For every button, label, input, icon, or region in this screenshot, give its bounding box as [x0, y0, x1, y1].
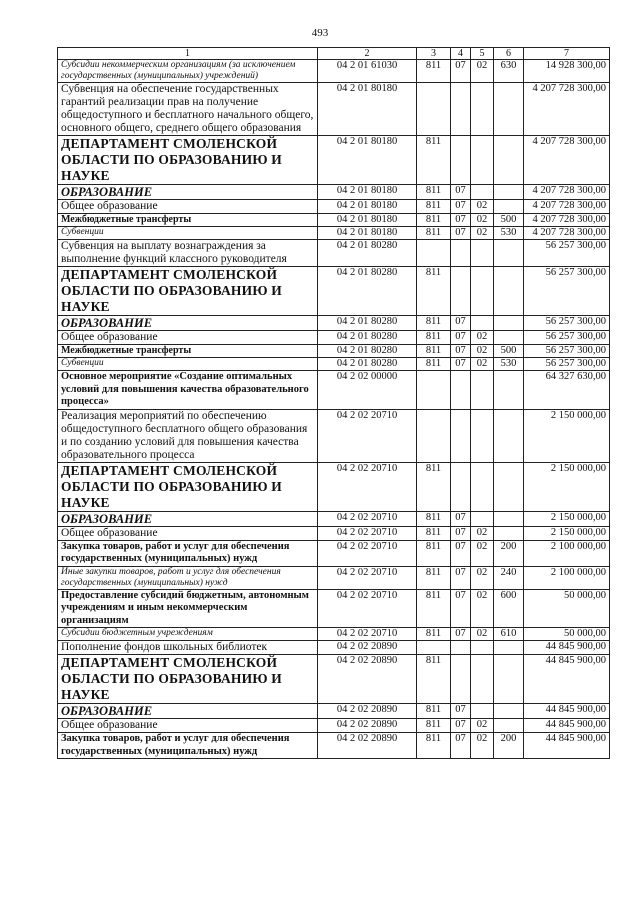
header-row: [58, 48, 610, 60]
row-col-6: [494, 641, 524, 655]
row-col-6: 240: [494, 566, 524, 589]
row-col-6: [494, 136, 524, 185]
row-code: 04 2 02 20710: [318, 409, 417, 462]
row-col-6: [494, 185, 524, 200]
row-code: 04 2 02 20890: [318, 641, 417, 655]
table-row: [58, 371, 610, 410]
table-row: [58, 589, 610, 628]
row-col-5: 02: [471, 60, 494, 83]
row-amount: 4 207 728 300,00: [524, 83, 610, 136]
table-row: [58, 214, 610, 227]
row-col-3: [417, 409, 451, 462]
row-col-4: [451, 83, 471, 136]
row-name: ОБРАЗОВАНИЕ: [58, 185, 318, 200]
row-code: 04 2 01 80280: [318, 331, 417, 345]
row-col-6: 200: [494, 540, 524, 566]
row-amount: 56 257 300,00: [524, 345, 610, 358]
row-col-4: [451, 409, 471, 462]
row-col-5: 02: [471, 628, 494, 641]
row-col-6: [494, 719, 524, 733]
table-row: [58, 655, 610, 704]
row-amount: 64 327 630,00: [524, 371, 610, 410]
row-code: 04 2 02 20890: [318, 719, 417, 733]
row-name: ДЕПАРТАМЕНТ СМОЛЕНСКОЙ ОБЛАСТИ ПО ОБРАЗОВАНИЮ И НАУКЕ: [58, 136, 318, 185]
row-col-6: [494, 655, 524, 704]
row-col-4: [451, 641, 471, 655]
row-amount: 50 000,00: [524, 589, 610, 628]
row-code: 04 2 01 80280: [318, 358, 417, 371]
row-amount: 4 207 728 300,00: [524, 214, 610, 227]
header-col-2: 2: [318, 48, 417, 60]
row-col-5: [471, 83, 494, 136]
table-row: [58, 200, 610, 214]
row-col-6: [494, 83, 524, 136]
table-row: [58, 733, 610, 759]
row-name: ДЕПАРТАМЕНТ СМОЛЕНСКОЙ ОБЛАСТИ ПО ОБРАЗОВАНИЮ И НАУКЕ: [58, 655, 318, 704]
row-name: ДЕПАРТАМЕНТ СМОЛЕНСКОЙ ОБЛАСТИ ПО ОБРАЗОВАНИЮ И НАУКЕ: [58, 462, 318, 511]
row-col-6: 530: [494, 227, 524, 240]
row-col-4: 07: [451, 331, 471, 345]
row-amount: 56 257 300,00: [524, 316, 610, 331]
row-col-4: 07: [451, 214, 471, 227]
row-col-5: [471, 371, 494, 410]
header-col-6: 6: [494, 48, 524, 60]
row-amount: 56 257 300,00: [524, 267, 610, 316]
row-col-4: 07: [451, 526, 471, 540]
row-name: Общее образование: [58, 200, 318, 214]
row-amount: 44 845 900,00: [524, 733, 610, 759]
row-amount: 4 207 728 300,00: [524, 227, 610, 240]
row-name: ОБРАЗОВАНИЕ: [58, 511, 318, 526]
row-col-5: 02: [471, 227, 494, 240]
row-amount: 2 100 000,00: [524, 540, 610, 566]
row-col-5: 02: [471, 589, 494, 628]
row-col-6: [494, 371, 524, 410]
row-name: Предоставление субсидий бюджетным, автономным учреждениям и иным некоммерческим организациям: [58, 589, 318, 628]
header-col-7: 7: [524, 48, 610, 60]
row-name: Субвенция на выплату вознаграждения за выполнение функций классного руководителя: [58, 240, 318, 267]
row-name: ОБРАЗОВАНИЕ: [58, 704, 318, 719]
header-col-1: 1: [58, 48, 318, 60]
row-col-5: 02: [471, 345, 494, 358]
row-code: 04 2 01 80280: [318, 316, 417, 331]
row-col-6: 500: [494, 345, 524, 358]
row-col-4: [451, 462, 471, 511]
header-col-5: 5: [471, 48, 494, 60]
row-col-3: 811: [417, 200, 451, 214]
row-amount: 44 845 900,00: [524, 641, 610, 655]
row-name: Иные закупки товаров, работ и услуг для обеспечения государственных (муниципальных) нужд: [58, 566, 318, 589]
table-row: [58, 136, 610, 185]
row-col-3: [417, 371, 451, 410]
row-code: 04 2 02 20890: [318, 655, 417, 704]
row-code: 04 2 02 20710: [318, 511, 417, 526]
table-row: [58, 641, 610, 655]
row-col-4: [451, 655, 471, 704]
row-col-5: [471, 641, 494, 655]
table-row: [58, 240, 610, 267]
row-col-4: 07: [451, 511, 471, 526]
row-col-6: [494, 331, 524, 345]
row-code: 04 2 02 20890: [318, 704, 417, 719]
row-col-3: 811: [417, 655, 451, 704]
table-row: [58, 462, 610, 511]
row-code: 04 2 01 80280: [318, 240, 417, 267]
row-col-6: [494, 316, 524, 331]
row-amount: 2 100 000,00: [524, 566, 610, 589]
table-row: [58, 185, 610, 200]
header-col-4: 4: [451, 48, 471, 60]
row-col-4: 07: [451, 60, 471, 83]
row-col-4: 07: [451, 628, 471, 641]
row-col-5: [471, 655, 494, 704]
row-name: Субсидии некоммерческим организациям (за исключением государственных (муниципальных) учреждений): [58, 60, 318, 83]
row-col-6: 610: [494, 628, 524, 641]
row-col-3: 811: [417, 227, 451, 240]
row-code: 04 2 02 20710: [318, 526, 417, 540]
row-col-6: 630: [494, 60, 524, 83]
row-col-4: [451, 136, 471, 185]
row-col-4: 07: [451, 540, 471, 566]
row-amount: 44 845 900,00: [524, 704, 610, 719]
row-col-5: [471, 240, 494, 267]
row-amount: 44 845 900,00: [524, 719, 610, 733]
table-row: [58, 511, 610, 526]
row-amount: 4 207 728 300,00: [524, 185, 610, 200]
table-row: [58, 719, 610, 733]
row-col-3: 811: [417, 628, 451, 641]
budget-table: [57, 47, 610, 759]
row-amount: 2 150 000,00: [524, 462, 610, 511]
row-code: 04 2 01 80180: [318, 83, 417, 136]
row-code: 04 2 01 80180: [318, 214, 417, 227]
row-col-6: 500: [494, 214, 524, 227]
row-name: Закупка товаров, работ и услуг для обеспечения государственных (муниципальных) нужд: [58, 540, 318, 566]
row-name: ДЕПАРТАМЕНТ СМОЛЕНСКОЙ ОБЛАСТИ ПО ОБРАЗОВАНИЮ И НАУКЕ: [58, 267, 318, 316]
table-row: [58, 60, 610, 83]
row-name: Общее образование: [58, 331, 318, 345]
row-col-3: 811: [417, 733, 451, 759]
row-code: 04 2 01 80180: [318, 185, 417, 200]
row-name: Субвенции: [58, 358, 318, 371]
row-col-5: 02: [471, 200, 494, 214]
row-col-4: [451, 240, 471, 267]
row-col-3: 811: [417, 214, 451, 227]
row-col-4: 07: [451, 566, 471, 589]
row-col-5: [471, 185, 494, 200]
row-amount: 56 257 300,00: [524, 240, 610, 267]
row-col-5: [471, 409, 494, 462]
row-code: 04 2 01 80180: [318, 136, 417, 185]
page-number: 493: [311, 27, 329, 39]
row-col-3: [417, 83, 451, 136]
row-amount: 2 150 000,00: [524, 526, 610, 540]
row-code: 04 2 02 20710: [318, 589, 417, 628]
row-col-4: [451, 267, 471, 316]
table-row: [58, 267, 610, 316]
row-amount: 4 207 728 300,00: [524, 200, 610, 214]
row-col-5: 02: [471, 733, 494, 759]
row-col-5: 02: [471, 566, 494, 589]
header-col-3: 3: [417, 48, 451, 60]
table-row: [58, 83, 610, 136]
row-col-6: [494, 511, 524, 526]
row-code: 04 2 02 20710: [318, 540, 417, 566]
row-name: Субсидии бюджетным учреждениям: [58, 628, 318, 641]
row-col-5: [471, 704, 494, 719]
row-name: Основное мероприятие «Создание оптимальных условий для повышения качества образовательного процесса»: [58, 371, 318, 410]
row-col-3: [417, 641, 451, 655]
row-col-5: 02: [471, 719, 494, 733]
row-code: 04 2 02 20890: [318, 733, 417, 759]
row-name: Межбюджетные трансферты: [58, 214, 318, 227]
row-amount: 44 845 900,00: [524, 655, 610, 704]
row-code: 04 2 02 20710: [318, 462, 417, 511]
row-col-5: [471, 511, 494, 526]
row-col-5: 02: [471, 214, 494, 227]
row-col-3: 811: [417, 185, 451, 200]
row-col-4: 07: [451, 719, 471, 733]
row-col-6: [494, 200, 524, 214]
table-row: [58, 704, 610, 719]
row-col-5: 02: [471, 540, 494, 566]
row-name: Субвенции: [58, 227, 318, 240]
row-col-6: 600: [494, 589, 524, 628]
row-col-3: 811: [417, 704, 451, 719]
row-code: 04 2 02 20710: [318, 566, 417, 589]
row-amount: 14 928 300,00: [524, 60, 610, 83]
row-col-5: [471, 267, 494, 316]
table-row: [58, 358, 610, 371]
row-code: 04 2 01 61030: [318, 60, 417, 83]
row-col-6: 530: [494, 358, 524, 371]
row-name: Закупка товаров, работ и услуг для обеспечения государственных (муниципальных) нужд: [58, 733, 318, 759]
row-col-4: 07: [451, 185, 471, 200]
row-col-4: 07: [451, 345, 471, 358]
row-col-4: 07: [451, 227, 471, 240]
row-col-4: 07: [451, 358, 471, 371]
row-col-4: 07: [451, 704, 471, 719]
row-col-4: 07: [451, 589, 471, 628]
row-col-3: 811: [417, 540, 451, 566]
row-col-3: [417, 240, 451, 267]
row-col-5: 02: [471, 526, 494, 540]
row-col-5: [471, 136, 494, 185]
row-code: 04 2 02 20710: [318, 628, 417, 641]
row-col-3: 811: [417, 316, 451, 331]
row-amount: 56 257 300,00: [524, 331, 610, 345]
table-row: [58, 227, 610, 240]
row-name: Общее образование: [58, 526, 318, 540]
row-col-3: 811: [417, 719, 451, 733]
row-col-6: 200: [494, 733, 524, 759]
row-col-6: [494, 526, 524, 540]
table-body: [58, 60, 610, 759]
row-col-3: 811: [417, 267, 451, 316]
table-row: [58, 345, 610, 358]
row-col-5: 02: [471, 358, 494, 371]
row-amount: 4 207 728 300,00: [524, 136, 610, 185]
row-col-5: [471, 316, 494, 331]
row-col-4: 07: [451, 316, 471, 331]
row-amount: 50 000,00: [524, 628, 610, 641]
row-col-3: 811: [417, 511, 451, 526]
table-row: [58, 628, 610, 641]
row-name: Реализация мероприятий по обеспечению общедоступного бесплатного общего образования и по созданию условий для повышения качества образовательного процесса: [58, 409, 318, 462]
table-row: [58, 540, 610, 566]
row-col-3: 811: [417, 589, 451, 628]
row-col-5: 02: [471, 331, 494, 345]
table-row: [58, 566, 610, 589]
row-amount: 2 150 000,00: [524, 511, 610, 526]
row-col-4: [451, 371, 471, 410]
row-col-6: [494, 462, 524, 511]
row-col-3: 811: [417, 526, 451, 540]
row-name: ОБРАЗОВАНИЕ: [58, 316, 318, 331]
row-col-6: [494, 240, 524, 267]
row-col-4: 07: [451, 733, 471, 759]
row-col-5: [471, 462, 494, 511]
row-name: Межбюджетные трансферты: [58, 345, 318, 358]
row-col-3: 811: [417, 462, 451, 511]
row-col-3: 811: [417, 566, 451, 589]
row-code: 04 2 02 00000: [318, 371, 417, 410]
table-row: [58, 316, 610, 331]
row-col-3: 811: [417, 345, 451, 358]
table-row: [58, 409, 610, 462]
row-name: Субвенция на обеспечение государственных гарантий реализации прав на получение общедоступного и бесплатного начального общего, основного общего, среднего общего образования: [58, 83, 318, 136]
table-row: [58, 331, 610, 345]
row-col-3: 811: [417, 358, 451, 371]
row-amount: 56 257 300,00: [524, 358, 610, 371]
row-col-6: [494, 409, 524, 462]
row-amount: 2 150 000,00: [524, 409, 610, 462]
row-code: 04 2 01 80280: [318, 267, 417, 316]
row-name: Пополнение фондов школьных библиотек: [58, 641, 318, 655]
row-code: 04 2 01 80180: [318, 200, 417, 214]
row-col-3: 811: [417, 331, 451, 345]
row-col-4: 07: [451, 200, 471, 214]
row-code: 04 2 01 80280: [318, 345, 417, 358]
row-code: 04 2 01 80180: [318, 227, 417, 240]
table-row: [58, 526, 610, 540]
row-col-6: [494, 704, 524, 719]
row-name: Общее образование: [58, 719, 318, 733]
row-col-6: [494, 267, 524, 316]
row-col-3: 811: [417, 136, 451, 185]
row-col-3: 811: [417, 60, 451, 83]
